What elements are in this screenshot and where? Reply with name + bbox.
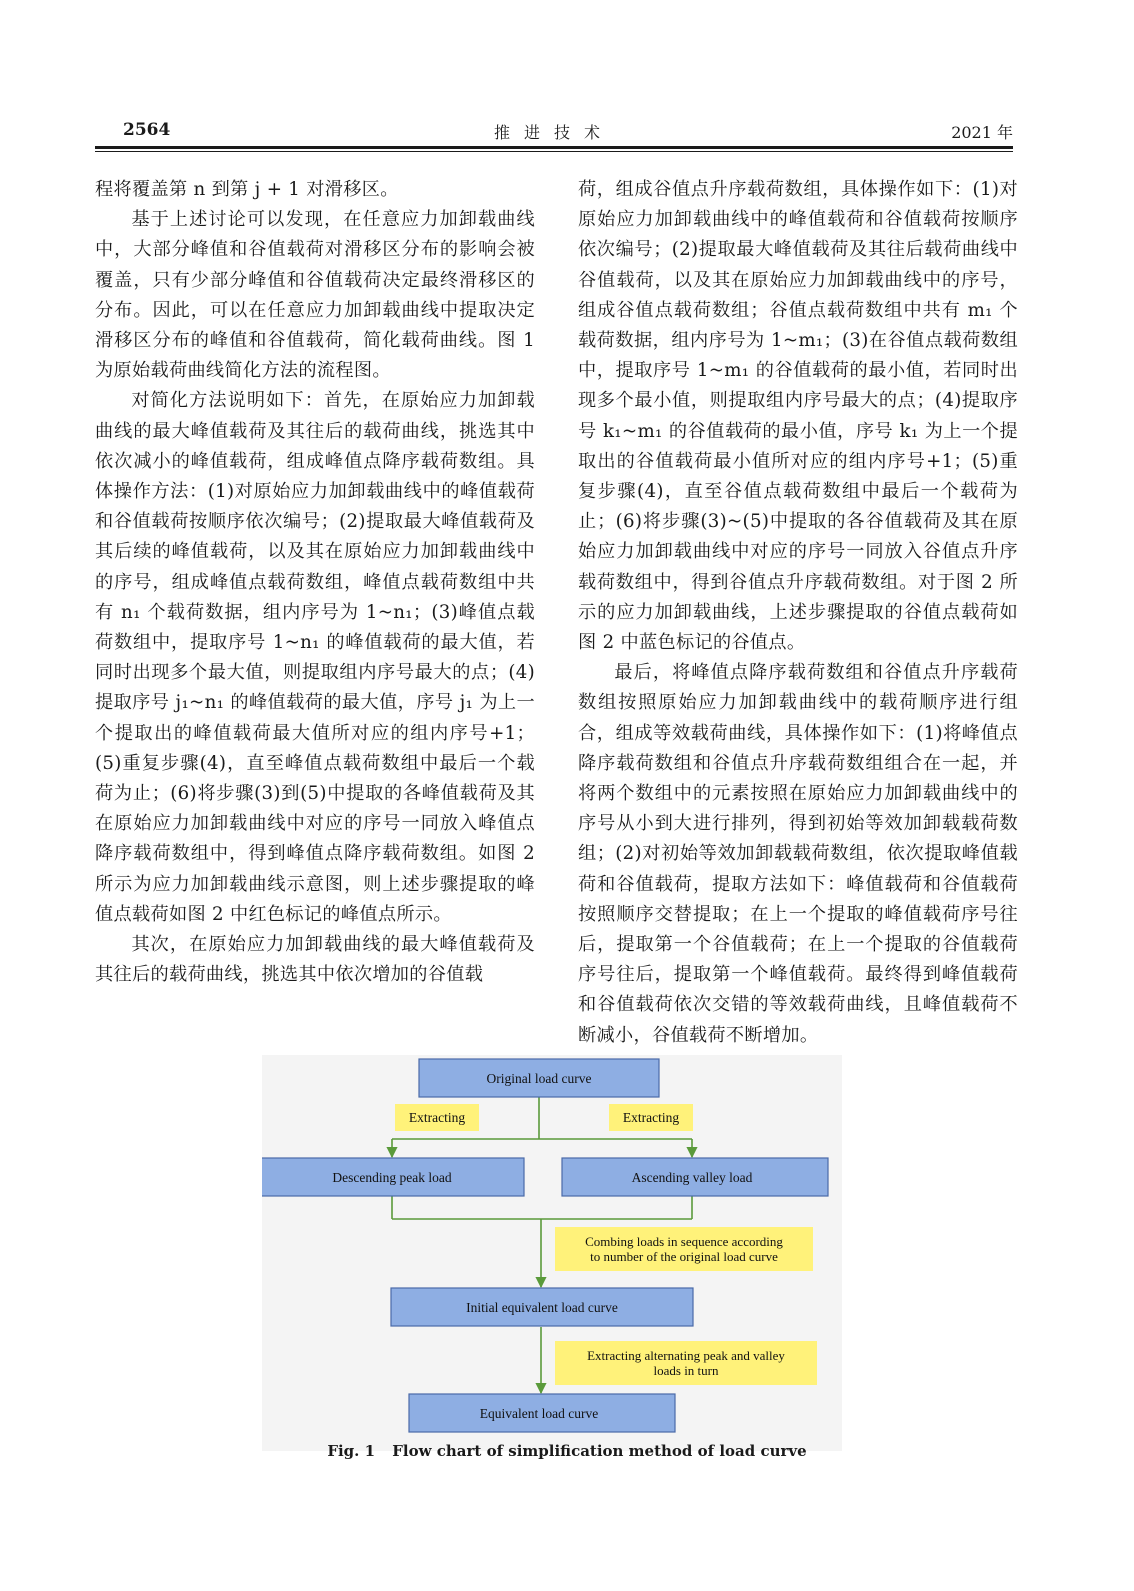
journal-title: 推进技术 — [493, 123, 614, 142]
svg-text:Original load curve: Original load curve — [486, 1071, 592, 1086]
paragraph: 最后，将峰值点降序载荷数组和谷值点升序载荷数组按照原始应力加卸载曲线中的载荷顺序进行组合，组成等效载荷曲线，具体操作如下：(1)将峰值点降序载荷数组和谷值点升序载荷数组组合在一起，并将两个数组中的元素按照在原始应力加卸载曲线中的序号从小到大进行排列，得到初始等效加卸载载荷数组；(2)对初始等效加卸载载荷数组，依次提取峰值载荷和谷值载荷，提取方法如下：峰值载荷和谷值载荷按照顺序交替提取；在上一个提取的峰值载荷序号往后，提取第一个谷值载荷；在上一个提取的谷值载荷序号往后，提取第一个峰值载荷。最终得到峰值载荷和谷值载荷依次交错的等效载荷曲线，且峰值载荷不断减小，谷值载荷不断增加。 — [578, 662, 1018, 1046]
svg-text:Extracting alternating peak an: Extracting alternating peak and valley — [587, 1348, 785, 1363]
label-extracting-right — [609, 1104, 693, 1131]
svg-text:Equivalent load curve: Equivalent load curve — [479, 1406, 599, 1421]
node-ascending-valley — [562, 1158, 828, 1196]
node-descending-peak — [262, 1158, 524, 1196]
svg-text:to number of the original load: to number of the original load curve — [590, 1249, 778, 1264]
page-number: 2564 — [123, 120, 171, 140]
figure-caption — [0, 1442, 1134, 1460]
label-alternating — [555, 1341, 817, 1385]
header-rule-thick — [95, 146, 1013, 149]
flowchart-figure — [262, 1055, 842, 1451]
figure-caption-text: Flow chart of simplification method of load curve — [392, 1442, 807, 1460]
paragraph: 程将覆盖第 n 到第 j + 1 对滑移区。 — [95, 179, 399, 200]
node-equivalent — [409, 1394, 675, 1432]
label-extracting-left — [395, 1104, 479, 1131]
svg-text:Extracting: Extracting — [408, 1110, 466, 1125]
label-combining — [555, 1227, 813, 1271]
paragraph: 其次，在原始应力加卸载曲线的最大峰值载荷及其往后的载荷曲线，挑选其中依次增加的谷值载 — [95, 934, 535, 986]
page-header — [95, 118, 1013, 148]
right-column — [578, 175, 1018, 1051]
svg-text:Initial equivalent load curve: Initial equivalent load curve — [466, 1300, 618, 1315]
svg-text:Descending peak load: Descending peak load — [332, 1170, 452, 1185]
left-column — [95, 175, 535, 990]
node-initial-equivalent — [391, 1288, 693, 1326]
svg-text:loads in turn: loads in turn — [653, 1363, 719, 1378]
paragraph: 对简化方法说明如下：首先，在原始应力加卸载曲线的最大峰值载荷及其往后的载荷曲线，挑选其中依次减小的峰值载荷，组成峰值点降序载荷数组。具体操作方法：(1)对原始应力加卸载曲线中的峰值载荷和谷值载荷按顺序依次编号；(2)提取最大峰值载荷及其后续的峰值载荷，以及其在原始应力加卸载曲线中的序号，组成峰值点载荷数组，峰值点载荷数组中共有 n₁ 个载荷数据，组内序号为 1~n₁；(3)峰值点载荷数组中，提取序号 1~n₁ 的峰值载荷的最大值，若同时出现多个最大值，则提取组内序号最大的点；(4)提取序号 j₁~n₁ 的峰值载荷的最大值，序号 j₁ 为上一个提取出的峰值载荷最大值所对应的组内序号+1；(5)重复步骤(4)，直至峰值点载荷数组中最后一个载荷为止；(6)将步骤(3)到(5)中提取的各峰值载荷及其在原始应力加卸载曲线中对应的序号一同放入峰值点降序载荷数组中，得到峰值点降序载荷数组。如图 2 所示为应力加卸载曲线示意图，则上述步骤提取的峰值点载荷如图 2 中红色标记的峰值点所示。 — [95, 390, 535, 925]
node-original — [419, 1059, 659, 1097]
paragraph: 荷，组成谷值点升序载荷数组，具体操作如下：(1)对原始应力加卸载曲线中的峰值载荷和谷值载荷按顺序依次编号；(2)提取最大峰值载荷及其往后载荷曲线中谷值载荷，以及其在原始应力加卸载曲线中的序号，组成谷值点载荷数组；谷值点载荷数组中共有 m₁ 个载荷数据，组内序号为 1~m₁；(3)在谷值点载荷数组中，提取序号 1~m₁ 的谷值载荷的最小值，若同时出现多个最小值，则提取组内序号最大的点；(4)提取序号 k₁~m₁ 的谷值载荷的最小值，序号 k₁ 为上一个提取出的谷值载荷最小值所对应的组内序号+1；(5)重复步骤(4)，直至谷值点载荷数组中最后一个载荷为止；(6)将步骤(3)~(5)中提取的各谷值载荷及其在原始应力加卸载曲线中对应的序号一同放入谷值点升序载荷数组中，得到谷值点升序载荷数组。对于图 2 所示的应力加卸载曲线，上述步骤提取的谷值点载荷如图 2 中蓝色标记的谷值点。 — [578, 179, 1018, 654]
figure-number: Fig. 1 — [327, 1442, 376, 1460]
svg-text:Ascending valley load: Ascending valley load — [631, 1170, 753, 1185]
header-rule-thin — [95, 151, 1013, 152]
svg-text:Extracting: Extracting — [622, 1110, 680, 1125]
paragraph: 基于上述讨论可以发现，在任意应力加卸载曲线中，大部分峰值和谷值载荷对滑移区分布的影响会被覆盖，只有少部分峰值和谷值载荷决定最终滑移区的分布。因此，可以在任意应力加卸载曲线中提取决定滑移区分布的峰值和谷值载荷，简化载荷曲线。图 1 为原始载荷曲线简化方法的流程图。 — [95, 209, 535, 382]
svg-text:Combing loads in sequence acco: Combing loads in sequence according — [585, 1234, 783, 1249]
issue-year: 2021 年 — [951, 123, 1013, 142]
